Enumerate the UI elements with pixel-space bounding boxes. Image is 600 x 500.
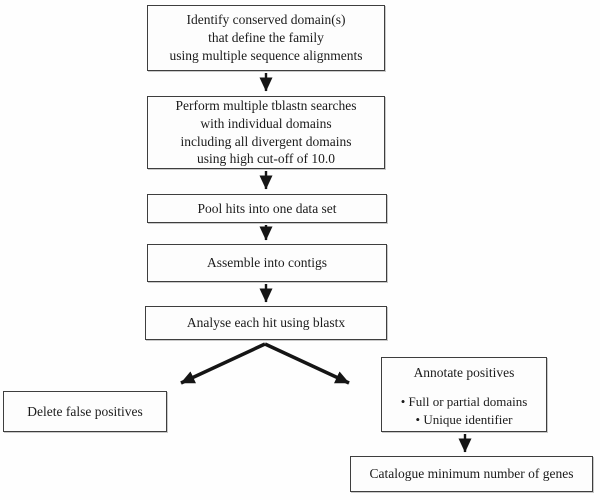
node-bullet-item: • Unique identifier	[415, 411, 513, 427]
node-text-line: Analyse each hit using blastx	[186, 315, 346, 331]
node-text-line: Catalogue minimum number of genes	[369, 466, 574, 482]
flow-node-assemble-contigs	[147, 244, 387, 282]
node-text-line: Assemble into contigs	[207, 255, 327, 271]
flow-node-analyse-blastx	[145, 306, 387, 340]
arrow-diagonal-left-icon	[181, 344, 265, 383]
node-text-line: that define the family	[208, 30, 324, 46]
node-text-line: using high cut-off of 10.0	[196, 151, 336, 167]
node-text-line: using multiple sequence alignments	[169, 47, 363, 63]
arrow-diagonal-right-icon	[265, 344, 349, 383]
node-bullet-item: • Full or partial domains	[400, 393, 528, 409]
node-text-line: Identify conserved domain(s)	[186, 12, 346, 28]
flow-node-identify-domains	[147, 5, 385, 71]
flow-node-annotate-positives	[381, 357, 547, 432]
flow-node-catalogue-genes	[350, 456, 593, 492]
flow-node-tblastn-searches	[147, 96, 385, 169]
node-text-line: Perform multiple tblastn searches	[175, 97, 357, 113]
flow-node-delete-false-positives	[3, 391, 167, 432]
flow-node-pool-hits	[147, 194, 387, 223]
node-title: Annotate positives	[413, 365, 515, 380]
node-text-line: with individual domains	[200, 115, 332, 131]
node-text-line: Pool hits into one data set	[197, 200, 337, 216]
node-text-line: Delete false positives	[27, 403, 143, 419]
node-text-line: including all divergent domains	[180, 133, 352, 149]
